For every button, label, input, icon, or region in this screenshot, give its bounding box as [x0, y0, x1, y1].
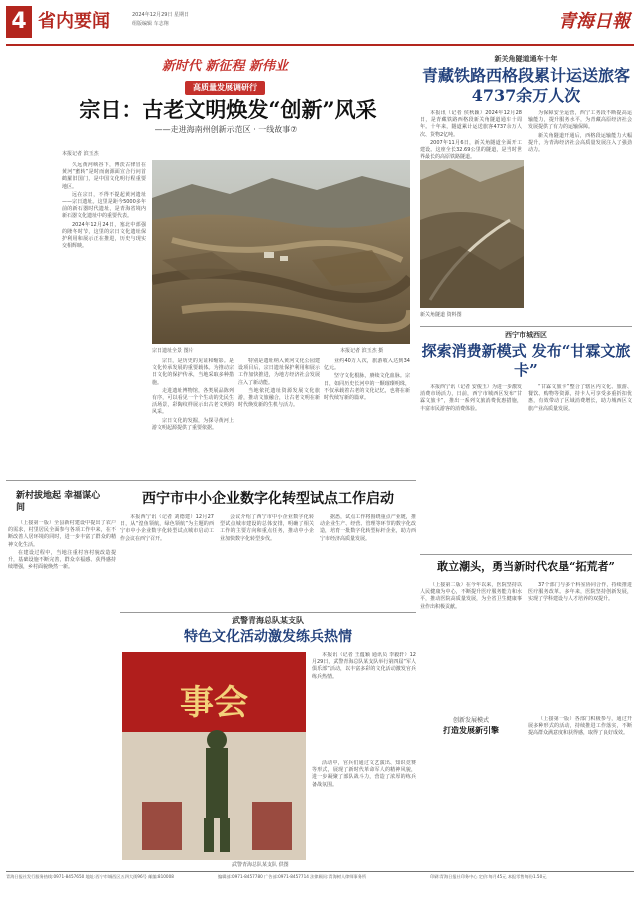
newvillage-headline[interactable]: 新村拔地起 幸福谋心间 [16, 491, 101, 513]
event-stage-photo [122, 652, 306, 860]
hospital-subhead-kicker: 创新发展模式 [452, 717, 489, 724]
paragraph: 走进遗址博物馆，各类展品陈列有序，可以看见一个个生动的先民生活场景，彩陶纹样展示出古老文明的风采。 [152, 387, 234, 416]
paragraph: （上接第一版）各部门积极参与，通过开展多种形式的活动，持续推进工作落实，不断提高群众满意度和获得感，取得了良好成效。 [528, 716, 632, 737]
paragraph: 本报西宁讯（记者 刘德建）12月27日，从“湟鱼领航，绿色领航”为主题的西宁市中小企业数字化转型试点城市启动工作会议在西宁召开。 [120, 514, 214, 542]
hospital-subhead-title: 打造发展新引擎 [443, 726, 499, 735]
banner-sub: 高质量发展调研行 [185, 81, 265, 95]
feature-headline[interactable]: 宗日：古老文明焕发“创新”风采 [79, 97, 377, 122]
paragraph: 久远黄河峡谷下，博茨古律冒在黄河“蜜转”是时而南源面宣合行问首鹤羅旧国门，是中国文化明行程重要地区。 [62, 162, 146, 190]
paragraph: 新关角隧道开通后，西格段运输能力大幅提升，为青海经济社会高质量发展注入了强劲动力。 [528, 132, 632, 154]
sme-column-1 [120, 514, 214, 608]
paragraph: “甘霖文旅卡”整合了辖区内文化、旅游、餐饮、购物等资源，持卡人可享受多重折扣优惠，有效带动了区域消费增长，助力城西区文旅产业高质量发展。 [528, 384, 632, 412]
feature-photo-caption-right: 本报记者 滨玉杰 摄 [340, 348, 384, 354]
footer-departments: 编辑部:0971-8457780 广告部:0971-8457714 法律顾问:青海树人律师事务所 [218, 874, 367, 879]
hospital-headline[interactable]: 敢立潮头，勇当新时代农垦“拓荒者” [437, 560, 615, 573]
footer-print: 印刷:青海日报社印务中心 定价:每月45元 本报零售每份1.50元 [430, 874, 547, 879]
mountain-railway-photo [420, 160, 524, 308]
paragraph: 本报讯（记者 王蕴颖 通讯员 李毅轩）12月29日，武警青海总队某支队举行第四届“军人俱乐部”活动，以丰富多彩的文化活动激发官兵练兵热情。 [312, 652, 416, 680]
feature-column-3 [238, 358, 320, 478]
paragraph: 远在宗日，不得不提起黄河遗址——宗日遗址。这里是距今5000多年前的新石器时代遗址，是青海省境内新石器文化遗址中的重要代表。 [62, 191, 146, 220]
issue-editor: 组版编辑 车志翔 [132, 21, 169, 27]
feature-subheadline: ——走进海南州创新示范区 · 一线故事⑦ [154, 125, 298, 134]
feature-byline: 本报记者 滨玉杰 [62, 151, 99, 157]
masthead-logo: 青海日報 [558, 11, 630, 32]
paragraph: 会议介绍了西宁市中小企业数字化转型试点城市建设的总体安排，明确了相关工作的主要方向和重点任务，推动中小企业加快数字化转型步伐。 [220, 514, 314, 542]
tourism-kicker: 西宁市城西区 [505, 331, 547, 339]
railway-headline[interactable]: 青藏铁路西格段累计运送旅客4737余万人次 [421, 66, 630, 105]
sme-headline[interactable]: 西宁市中小企业数字化转型试点工作启动 [142, 491, 394, 507]
sme-column-3 [320, 514, 416, 608]
landscape-photo [152, 160, 410, 344]
paragraph: 本报西宁讯（记者 安俊玉）为进一步激发消费市场活力，日前，西宁市城西区发布“甘霖文旅卡”，推出一系列文旅消费优惠措施，丰富市民游客的消费体验。 [420, 384, 522, 412]
page-header [6, 6, 634, 46]
hospital-column-2 [528, 582, 632, 714]
railway-photo-caption: 新关角隧道 资料图 [420, 312, 462, 318]
paragraph: 当地依托遗址资源发展文化旅游，推动文旅融合，让古老文明在新时代焕发新的生机与活力。 [238, 387, 320, 409]
paragraph: 2024年12月24日，塞北中部强的隆冬时节，这里的宗日文化遗址保护利用和展示正在推进，历史与现实交相辉映。 [62, 221, 146, 250]
tourism-column-2 [528, 384, 632, 552]
issue-weekday: 星期日 [174, 12, 190, 18]
paragraph: 为保障安全运营，西宁工务段不断提高运输能力，提升服务水平，为青藏高原经济社会发展提供了有力的运输保障。 [528, 110, 632, 131]
hospital-column-1 [420, 582, 522, 714]
issue-date: 2024年12月29日 [132, 12, 173, 18]
police-photo-caption: 武警青海总队某支队 供图 [232, 862, 289, 868]
paragraph: 在建设过程中，当地注重村容村貌改造提升，基础设施不断完善，群众幸福感、获得感持续增强，乡村面貌焕然一新。 [8, 549, 116, 571]
railway-column-2 [528, 110, 632, 260]
feature-photo [152, 160, 410, 344]
police-headline[interactable]: 特色文化活动激发练兵热情 [184, 629, 352, 645]
newvillage-column [8, 520, 116, 868]
bottom-right-column [528, 716, 632, 866]
police-photo [122, 652, 306, 860]
tourism-column-1 [420, 384, 522, 552]
footer-contact: 青海日报社发行服务热线:0971-8457650 地址:西宁市城西区五四大街96号 邮编:810008 [6, 874, 174, 879]
police-column-2 [312, 760, 416, 866]
divider [420, 554, 632, 555]
railway-photo [420, 160, 524, 308]
paragraph: 活动中，官兵们通过文艺演出、知识竞赛等形式，展现了新时代革命军人的精神风貌，进一步凝聚了部队战斗力，营造了浓厚的练兵备战氛围。 [312, 760, 416, 788]
paragraph: 业约40万人次，旅游收入达到34亿元。 [324, 358, 410, 372]
banner-main: 新时代 新征程 新伟业 [161, 59, 289, 74]
tourism-headline[interactable]: 探索消费新模式 发布“甘霖文旅卡” [421, 342, 631, 379]
paragraph: 据悉，试点工作将围绕重点产业链，推动企业生产、经营、管理等环节的数字化改造，培育一批数字化转型标杆企业，助力西宁市经济高质量发展。 [320, 514, 416, 542]
svg-text:事会: 事会 [180, 683, 248, 723]
feature-banner [150, 58, 300, 95]
section-title: 省内要闻 [38, 11, 110, 32]
paragraph: 37个部门与多个科室协同合作，持续推进医疗服务改革。多年来，医院坚持创新发展，实现了学科建设与人才培养的双提升。 [528, 582, 632, 603]
police-column-1 [312, 652, 416, 756]
paragraph: 本报讯（记者 侯秋颖）2024年12月28日，是青藏铁路西格段新关角隧道通车十周年。十年来，隧道累计运送旅客4737余万人次、货物2亿吨。 [420, 110, 522, 138]
page-number: 4 [6, 6, 32, 38]
page-footer [6, 871, 634, 899]
divider [6, 480, 416, 481]
sme-column-2 [220, 514, 314, 608]
police-kicker: 武警青海总队某支队 [232, 616, 304, 625]
paragraph: （上接第一版）全县新村建设中提出了农户的需求，村里居民全面参与各项工作中来，在不断改善人居环境的同时，进一步丰富了群众的精神文化生活。 [8, 520, 116, 548]
hospital-subhead [420, 716, 522, 736]
paragraph: 特别是遗址纳入黄河文化公园建设项目后，宗日遗址保护利用和展示工作加快推进，为地方经济社会发展注入了新动能。 [238, 358, 320, 386]
paragraph: 宗日，是历史的见证和缩影。是文化传承发展的重要载体。为推动宗日文化的保护传承，当地采取多种措施。 [152, 358, 234, 386]
paragraph: 2007年11月6日，新关角隧道全面开工建设。这座全长32.69公里的隧道，是当时世界最长的高原铁路隧道。 [420, 139, 522, 161]
feature-column-1 [62, 162, 146, 478]
feature-photo-caption-left: 宗日遗址全景 图片 [152, 348, 194, 354]
railway-kicker: 新关角隧道通车十年 [494, 55, 558, 63]
paragraph: （上接第二版）在今年以来，医院坚持以人民健康为中心，不断提升医疗服务能力和水平，推动医院高质量发展，为全省卫生健康事业作出积极贡献。 [420, 582, 522, 610]
feature-column-4 [324, 358, 410, 478]
divider [120, 612, 416, 613]
feature-column-2 [152, 358, 234, 478]
issue-meta [132, 11, 189, 29]
divider [420, 326, 632, 327]
paragraph: 坚守文化根脉，赓续文化血脉。宗日，如同历史长河中的一颗璀璨明珠，不仅承载着古老的文化记忆，也将在新时代续写新的篇章。 [324, 373, 410, 402]
paragraph: 宗日文化的发掘，为探寻黄河上游文明起源提供了重要依据。 [152, 417, 234, 431]
